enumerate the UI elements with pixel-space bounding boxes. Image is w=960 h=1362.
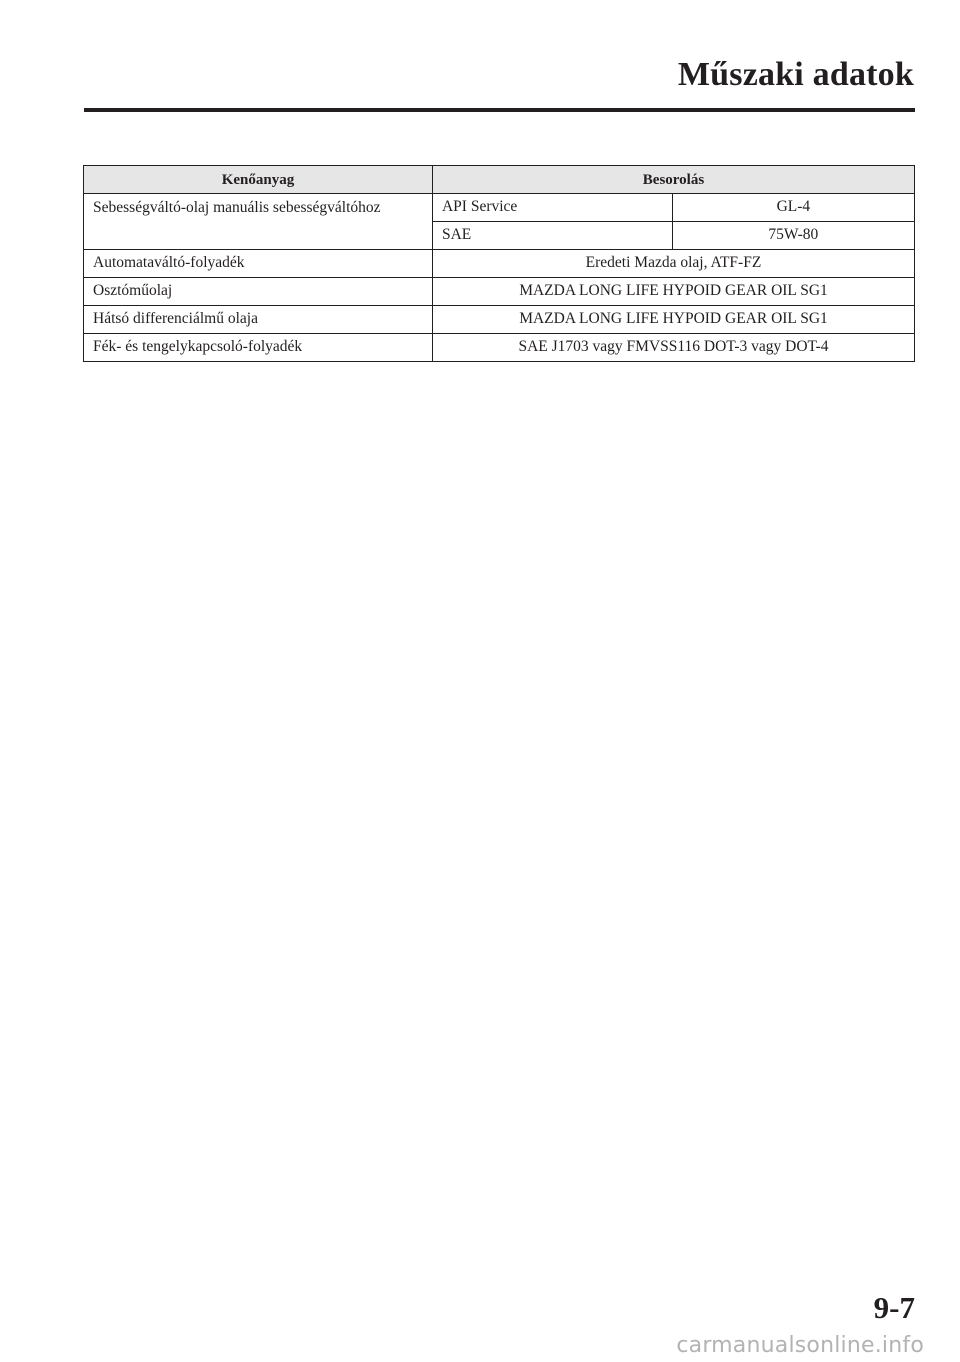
classification-label-cell: API Service: [432, 194, 672, 222]
header-lubricant: Kenőanyag: [84, 166, 433, 194]
lubricant-spec-table: [83, 165, 915, 362]
table-row: [84, 194, 915, 222]
classification-label-cell: SAE: [432, 222, 672, 250]
classification-cell: MAZDA LONG LIFE HYPOID GEAR OIL SG1: [432, 306, 914, 334]
watermark: carmanualsonline.info: [676, 1333, 924, 1358]
classification-cell: Eredeti Mazda olaj, ATF-FZ: [432, 250, 914, 278]
lubricant-cell: Automataváltó-folyadék: [84, 250, 433, 278]
lubricant-cell: Fék- és tengelykapcsoló-folyadék: [84, 334, 433, 362]
table-row: [84, 250, 915, 278]
table-row: [84, 306, 915, 334]
table-row: [84, 334, 915, 362]
lubricant-cell: Hátsó differenciálmű olaja: [84, 306, 433, 334]
header-classification: Besorolás: [432, 166, 914, 194]
page-number: 9-7: [873, 1290, 915, 1325]
page-title: Műszaki adatok: [677, 56, 914, 93]
classification-cell: SAE J1703 vagy FMVSS116 DOT-3 vagy DOT-4: [432, 334, 914, 362]
title-rule: [84, 108, 915, 112]
lubricant-cell: Sebességváltó-olaj manuális sebességváltóhoz: [84, 194, 433, 250]
table-row: [84, 278, 915, 306]
classification-value-cell: GL-4: [672, 194, 914, 222]
classification-value-cell: 75W-80: [672, 222, 914, 250]
lubricant-cell: Osztóműolaj: [84, 278, 433, 306]
classification-cell: MAZDA LONG LIFE HYPOID GEAR OIL SG1: [432, 278, 914, 306]
table-header-row: [84, 166, 915, 194]
